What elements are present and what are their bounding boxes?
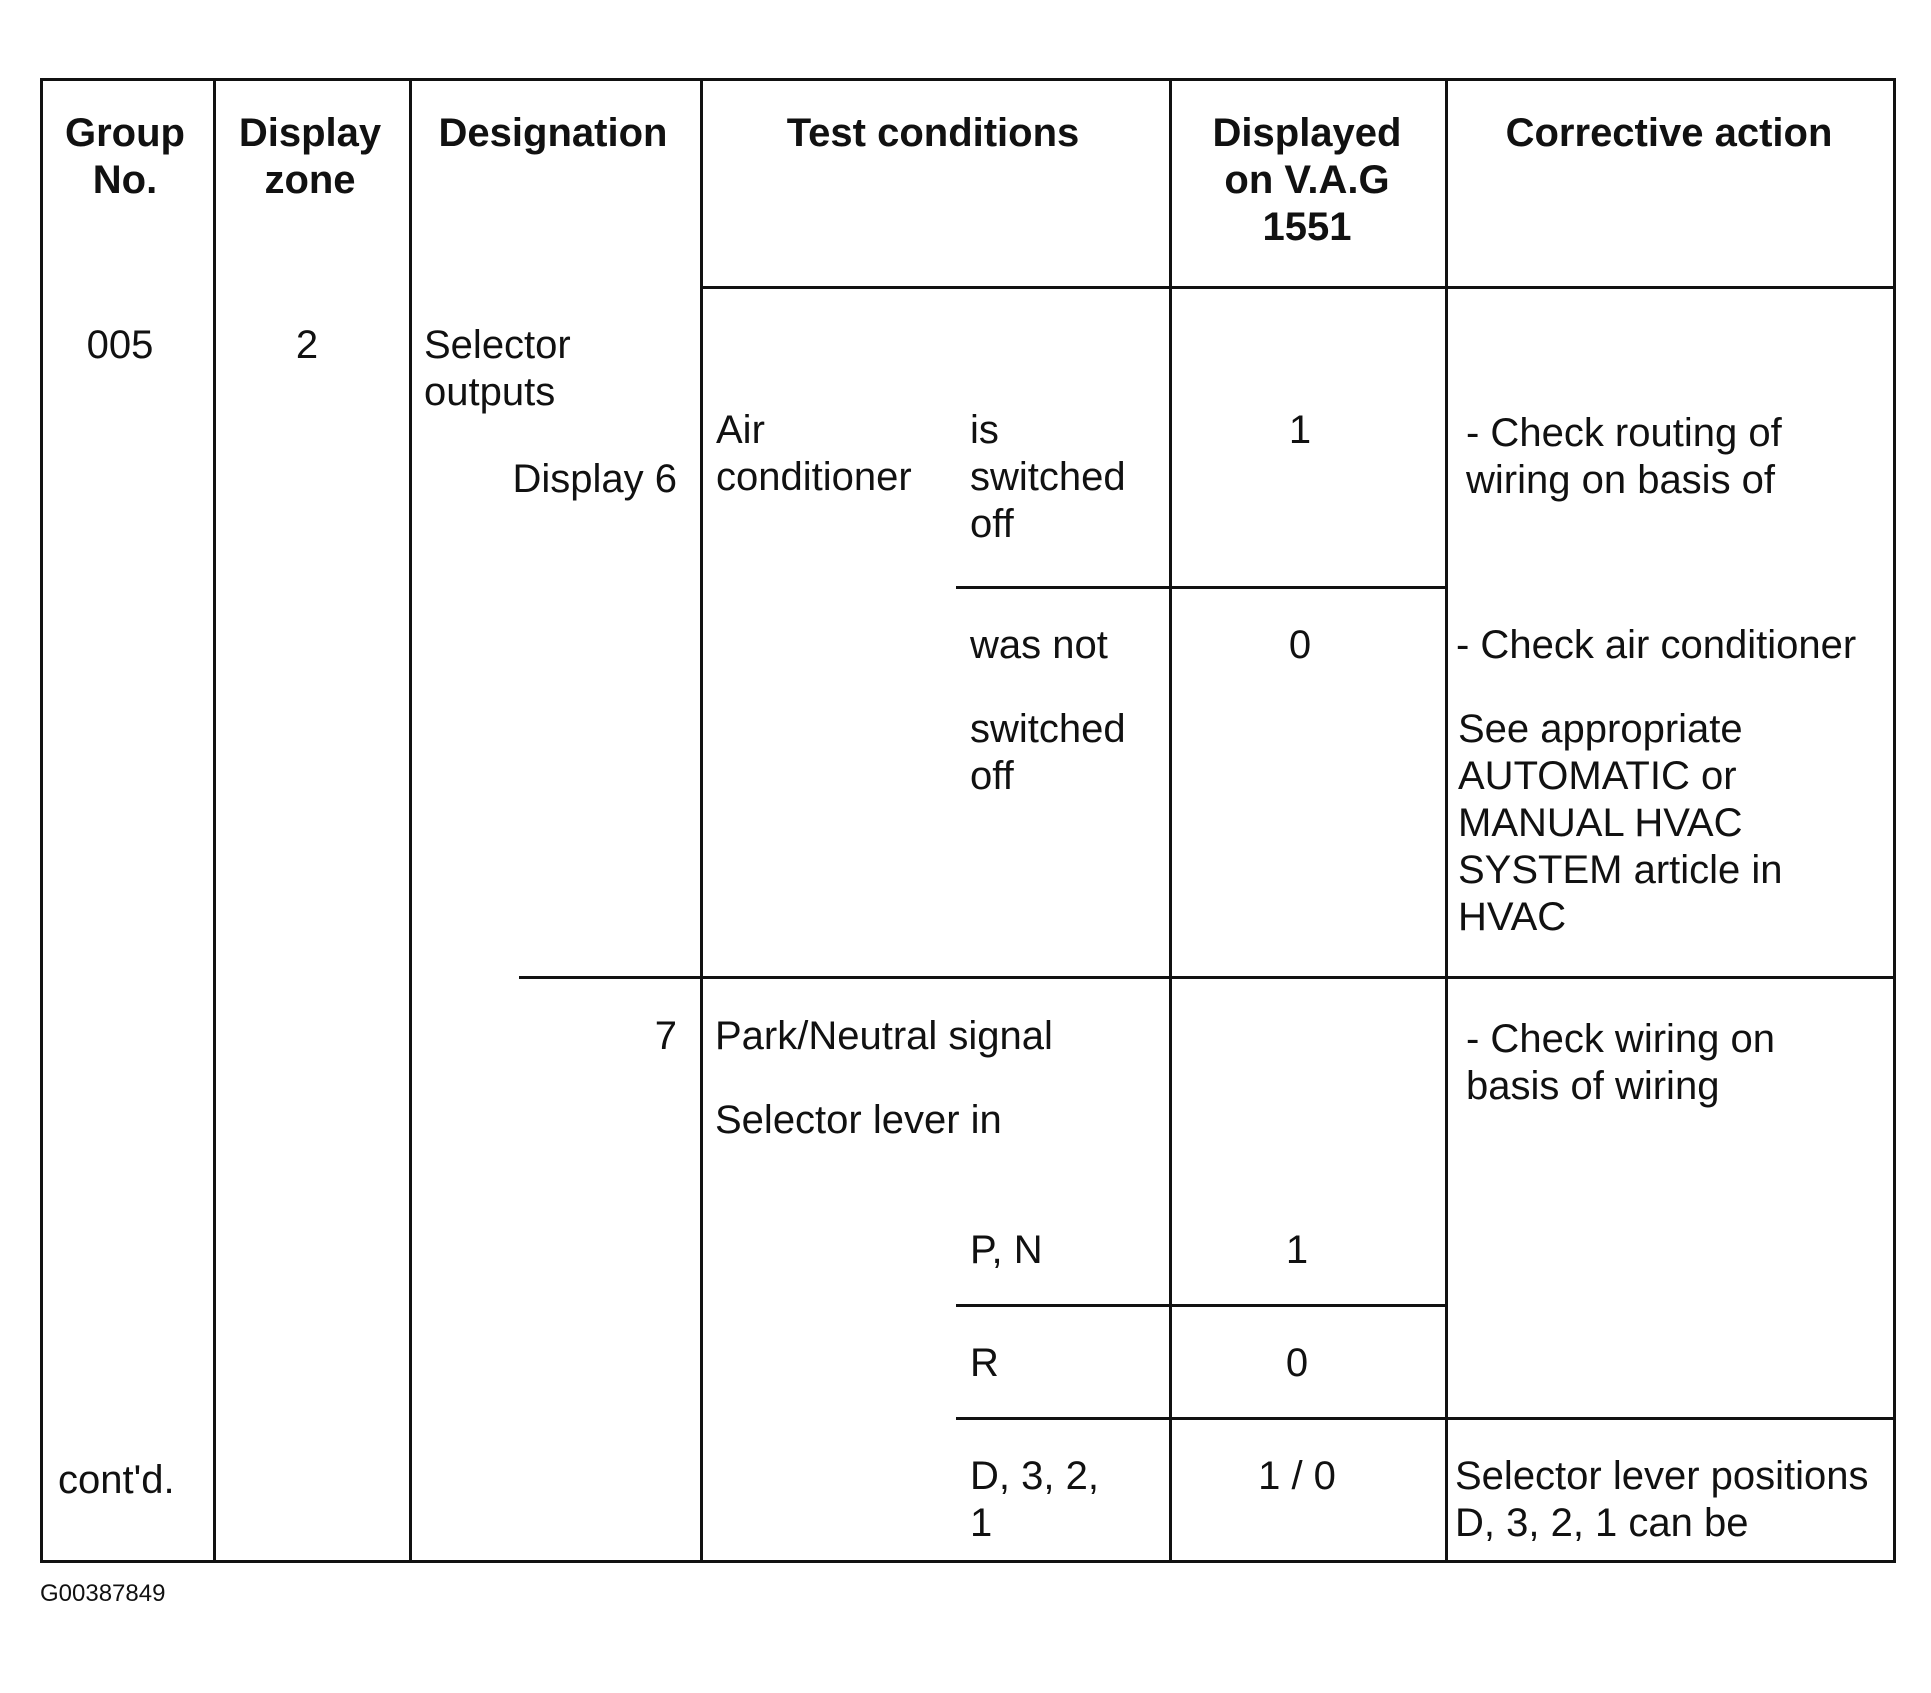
group-number-continued: cont'd. bbox=[58, 1458, 175, 1502]
header-rule bbox=[700, 286, 1893, 289]
ac-condition-was-not: was not bbox=[970, 623, 1108, 667]
designation-text: Selector outputs bbox=[424, 323, 571, 414]
header-test-conditions bbox=[700, 110, 1166, 157]
col-divider-4 bbox=[1169, 81, 1172, 1560]
pn-lever-in-label: Selector lever in bbox=[715, 1098, 1002, 1142]
pn-signal-label: Park/Neutral signal bbox=[715, 1014, 1053, 1058]
figure-id: G00387849 bbox=[40, 1580, 166, 1607]
ac-action-check-routing: - Check routing of wiring on basis of bbox=[1466, 411, 1782, 502]
ac-condition-switched-off: is switched off bbox=[970, 408, 1126, 546]
col-divider-2 bbox=[409, 81, 412, 1560]
designation-display-7: 7 bbox=[654, 1014, 677, 1058]
ac-action-check-ac: - Check air conditioner bbox=[1456, 623, 1857, 667]
group-number: 005 bbox=[86, 323, 154, 367]
header-displayed-on bbox=[1169, 110, 1445, 251]
header-display-zone-text: Display zone bbox=[238, 111, 382, 202]
ac-value-not-switched-off: 0 bbox=[1288, 623, 1312, 667]
row-rule-display7 bbox=[519, 976, 1893, 979]
pn-action-check-wiring: - Check wiring on basis of wiring bbox=[1466, 1017, 1776, 1108]
ac-component: Air conditioner bbox=[716, 408, 912, 499]
pn-position-r: R bbox=[970, 1341, 999, 1385]
col-divider-5 bbox=[1445, 81, 1448, 1560]
designation-display-6: Display 6 bbox=[512, 457, 677, 501]
header-corrective-action bbox=[1445, 110, 1893, 157]
col-divider-1 bbox=[213, 81, 216, 1560]
header-group-no bbox=[40, 110, 210, 204]
pn-position-pn: P, N bbox=[970, 1228, 1043, 1272]
pn-r-rule bbox=[956, 1304, 1445, 1307]
header-displayed-on-text: Displayed on V.A.G 1551 bbox=[1212, 111, 1402, 249]
pn-value-d321: 1 / 0 bbox=[1258, 1454, 1336, 1498]
header-test-conditions-text: Test conditions bbox=[786, 111, 1080, 155]
header-designation bbox=[408, 110, 698, 157]
ac-subrow-rule bbox=[956, 586, 1445, 589]
pn-position-d321: D, 3, 2, 1 bbox=[970, 1454, 1099, 1545]
r-d-rule bbox=[956, 1417, 1893, 1420]
pn-value-r: 0 bbox=[1285, 1341, 1309, 1385]
header-corrective-action-text: Corrective action bbox=[1505, 111, 1833, 155]
header-group-no-text: Group No. bbox=[65, 111, 185, 202]
col-divider-3 bbox=[700, 81, 703, 1560]
pn-action-d321: Selector lever positions D, 3, 2, 1 can be bbox=[1455, 1454, 1869, 1545]
ac-action-see-article: See appropriate AUTOMATIC or MANUAL HVAC SYSTEM article in HVAC bbox=[1458, 707, 1783, 939]
header-display-zone bbox=[212, 110, 408, 204]
display-zone-value: 2 bbox=[295, 323, 319, 367]
pn-value-pn: 1 bbox=[1285, 1228, 1309, 1272]
ac-value-switched-off: 1 bbox=[1288, 408, 1312, 452]
header-designation-text: Designation bbox=[438, 111, 668, 155]
ac-condition-switched-off-2: switched off bbox=[970, 707, 1126, 798]
